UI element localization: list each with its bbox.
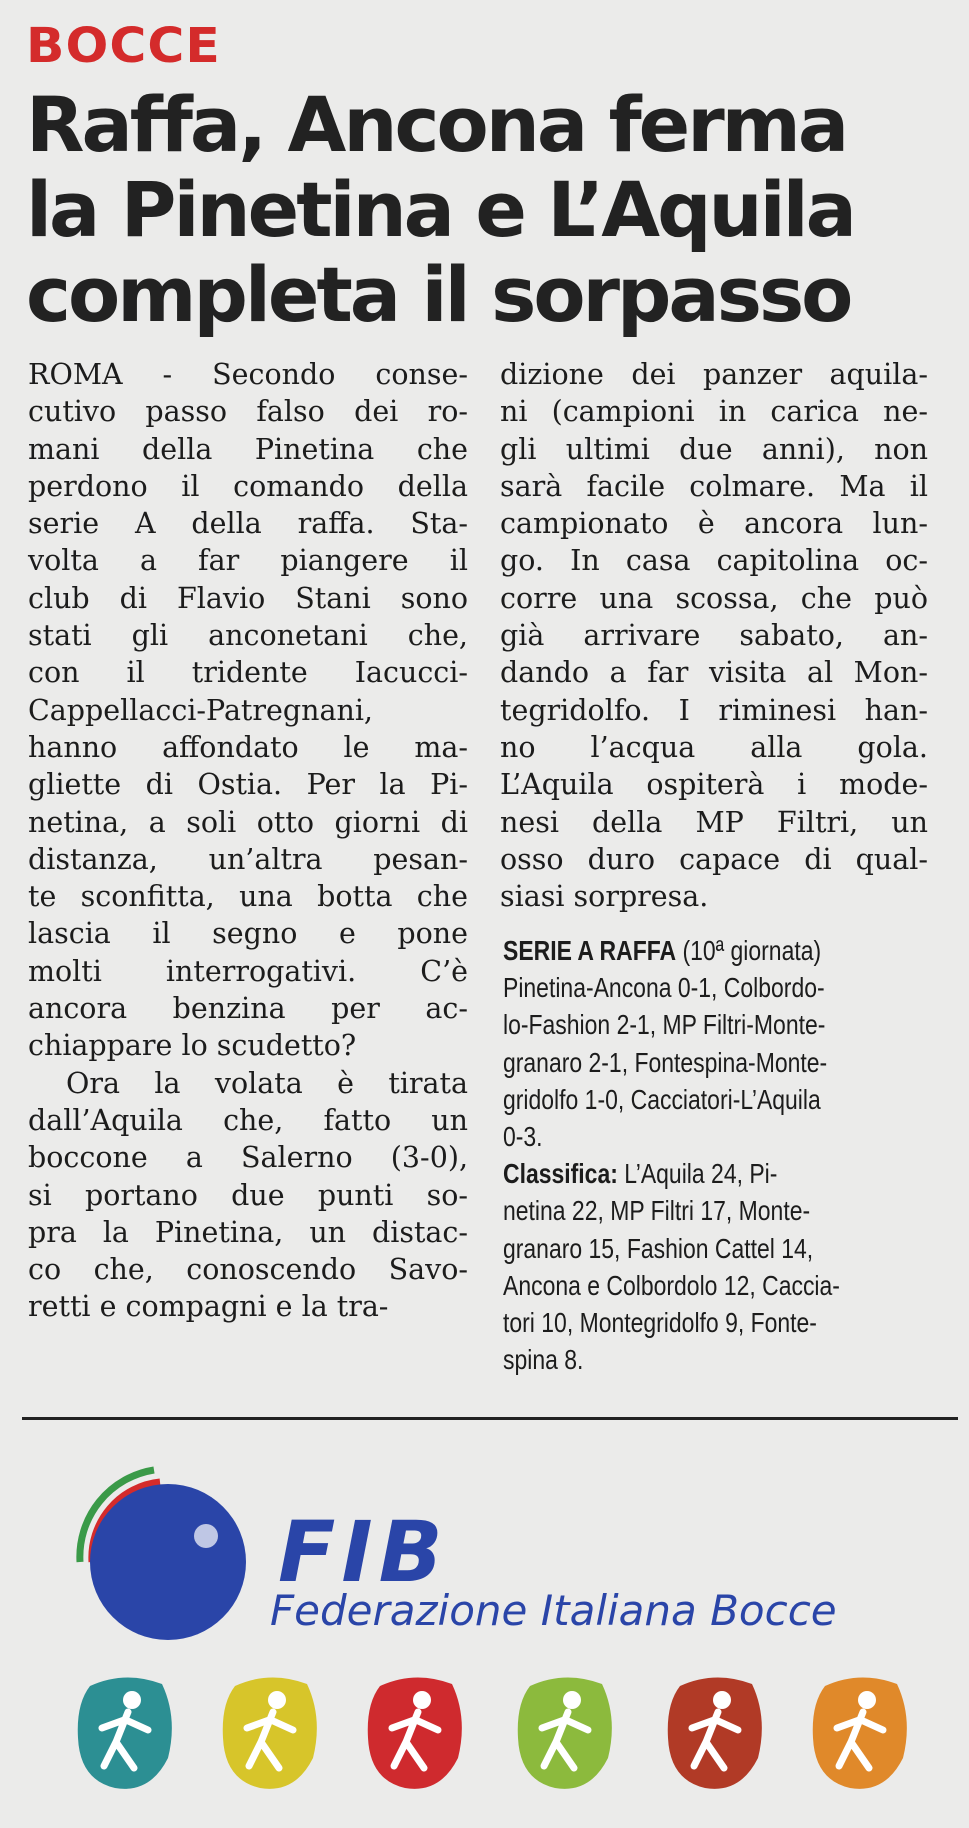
article-line: sarà facile colmare. Ma il [500,469,928,503]
article-line: tegridolfo. I riminesi han- [500,693,928,727]
article-line: mani della Pinetina che [28,432,468,466]
divider-rule [22,1417,958,1420]
article-line: ni (campioni in carica ne- [500,395,928,429]
article-line: nesi della MP Filtri, un [500,805,928,839]
headline [26,82,956,337]
article-line: te sconfitta, una botta che [28,880,468,914]
bocce-player-red-icon [360,1668,470,1798]
fib-acronym: FIB [278,1503,449,1601]
article-line: retti e compagni e la tra- [28,1290,389,1324]
results-heading: SERIE A RAFFA [503,935,677,966]
standings-first-line [503,1155,852,1192]
article-line: dando a far visita al Mon- [500,656,928,690]
article-line: pra la Pinetina, un distac- [28,1215,468,1249]
article-line: ROMA - Secondo conse- [28,358,468,391]
article-line: club di Flavio Stani sono [28,581,468,615]
bocce-player-orange-icon [805,1668,915,1798]
results-line: 0-3. [503,1121,543,1153]
article-line: go. In casa capitolina oc- [500,544,928,578]
article-line: Cappellacci-Patregnani, [28,693,373,727]
standings-line: tori 10, Montegridolfo 9, Fonte- [503,1307,817,1339]
article-line: molti interrogativi. C’è [28,954,468,988]
article-line: con il tridente Iacucci- [28,656,468,690]
article-line: no l’acqua alla gola. [500,730,928,764]
results-line: Pinetina-Ancona 0-1, Colbordo- [503,972,825,1004]
article-line: perdono il comando della [28,469,468,503]
bocce-player-green-icon [510,1668,620,1798]
results-line: gridolfo 1-0, Cacciatori-L’Aquila [503,1083,821,1115]
headline-line: Raffa, Ancona ferma [26,80,847,169]
article-line: cutivo passo falso dei ro- [28,395,468,429]
standings-line: spina 8. [503,1344,584,1376]
article-line: co che, conoscendo Savo- [28,1253,468,1287]
results-box [503,932,852,1378]
article-line: si portano due punti so- [28,1178,468,1212]
article-line: netina, a soli otto giorni di [28,805,468,839]
article-line: siasi sorpresa. [500,880,709,914]
results-heading-note: (10ª giornata) [682,935,822,966]
article-column-right [500,356,928,915]
article-line: lascia il segno e pone [28,917,468,951]
standings-first: L’Aquila 24, Pi- [624,1158,778,1190]
article-column-left [28,356,468,1326]
standings-line: Ancona e Colbordolo 12, Caccia- [503,1269,840,1301]
article-line: Ora la volata è tirata [66,1066,468,1100]
bocce-player-teal-icon [70,1668,180,1798]
headline-line: la Pinetina e L’Aquila [26,165,854,254]
standings-line: netina 22, MP Filtri 17, Monte- [503,1195,811,1227]
article-line: distanza, un’altra pesan- [28,842,468,876]
federation-name: Federazione Italiana Bocce [270,1586,837,1635]
article-line: hanno affondato le ma- [28,730,468,764]
article-line: stati gli anconetani che, [28,619,468,653]
results-heading-line [503,932,852,969]
bocce-player-brown-icon [660,1668,770,1798]
section-tag: BOCCE [26,18,221,74]
standings-lines [503,1192,852,1378]
headline-line: completa il sorpasso [26,250,851,339]
article-line: osso duro capace di qual- [500,842,928,876]
article-line: gliette di Ostia. Per la Pi- [28,768,468,802]
article-line: chiappare lo scudetto? [28,1029,357,1063]
standings-line: granaro 15, Fashion Cattel 14, [503,1232,814,1264]
article-line: dizione dei panzer aquila- [500,358,928,391]
fib-ball-logo-icon [58,1450,258,1650]
results-line: lo-Fashion 2-1, MP Filtri-Monte- [503,1009,826,1041]
article-line: campionato è ancora lun- [500,507,928,541]
results-lines [503,969,852,1155]
article-line: volta a far piangere il [28,544,468,578]
sport-pictograms [70,1668,950,1798]
article-line: boccone a Salerno (3-0), [28,1141,468,1175]
bocce-player-yellow-icon [215,1668,325,1798]
standings-label: Classifica: [503,1158,618,1190]
article-line: ancora benzina per ac- [28,992,468,1026]
article-line: serie A della raffa. Sta- [28,507,468,541]
article-line: L’Aquila ospiterà i mode- [500,768,928,802]
article-line: corre una scossa, che può [500,581,928,615]
results-line: granaro 2-1, Fontespina-Monte- [503,1046,828,1078]
article-line: gli ultimi due anni), non [500,432,928,466]
article-line: già arrivare sabato, an- [500,619,928,653]
article-line: dall’Aquila che, fatto un [28,1103,468,1137]
